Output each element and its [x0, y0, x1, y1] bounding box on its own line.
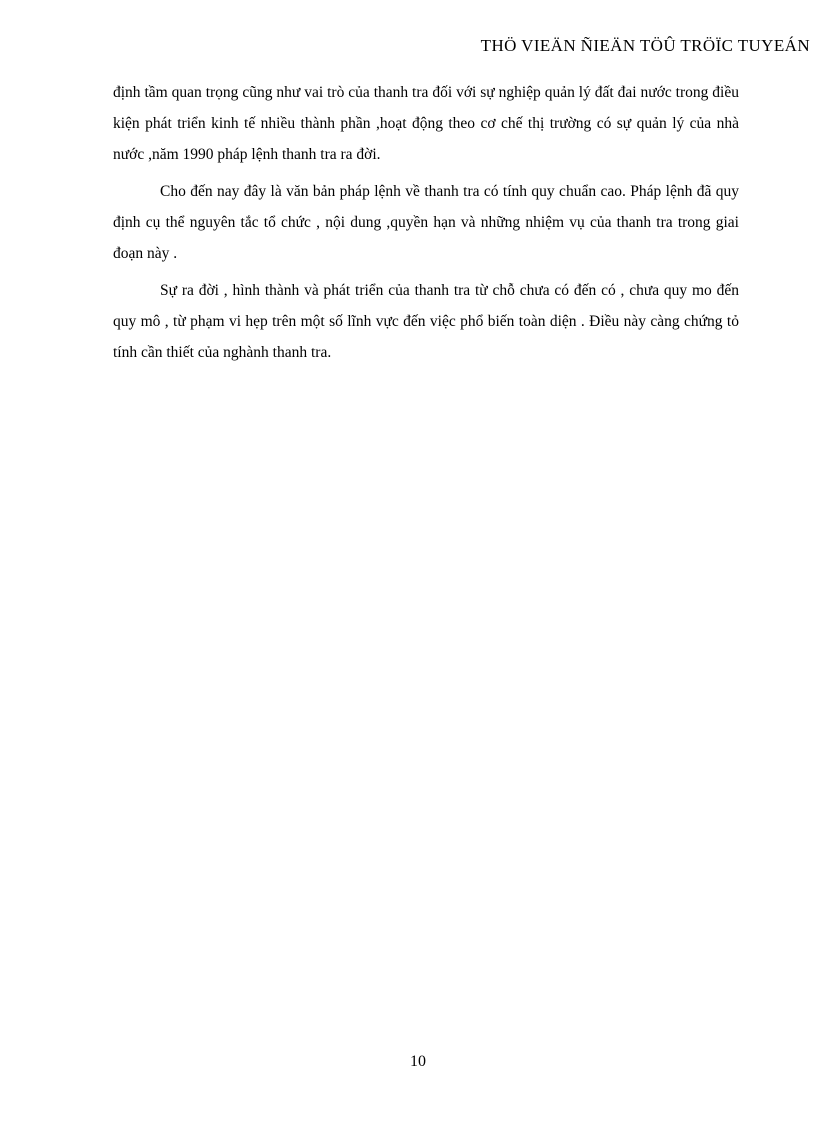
document-body [113, 77, 739, 374]
paragraph: Sự ra đời , hình thành và phát triển của thanh tra từ chỗ chưa có đến có , chưa quy mo đến quy mô , từ phạm vi hẹp trên một số lĩnh vực đến việc phổ biến toàn diện . Điều này càng chứng tỏ tính cần thiết của nghành thanh tra. [113, 282, 739, 361]
paragraph: Cho đến nay đây là văn bản pháp lệnh về thanh tra có tính quy chuẩn cao. Pháp lệnh đã quy định cụ thể nguyên tắc tổ chức , nội dung ,quyền hạn và những nhiệm vụ của thanh tra trong giai đoạn này . [113, 183, 739, 262]
page-header: THÖ VIEÄN ÑIEÄN TÖÛ TRÖÏC TUYEÁN [480, 36, 810, 55]
page-number: 10 [410, 1053, 426, 1070]
paragraph-continuation: định tầm quan trọng cũng như vai trò của thanh tra đối với sự nghiệp quản lý đất đai nước trong điều kiện phát triển kinh tế nhiều thành phần ,hoạt động theo cơ chế thị trường có sự quản lý của nhà nước ,năm 1990 pháp lệnh thanh tra ra đời. [113, 84, 739, 163]
